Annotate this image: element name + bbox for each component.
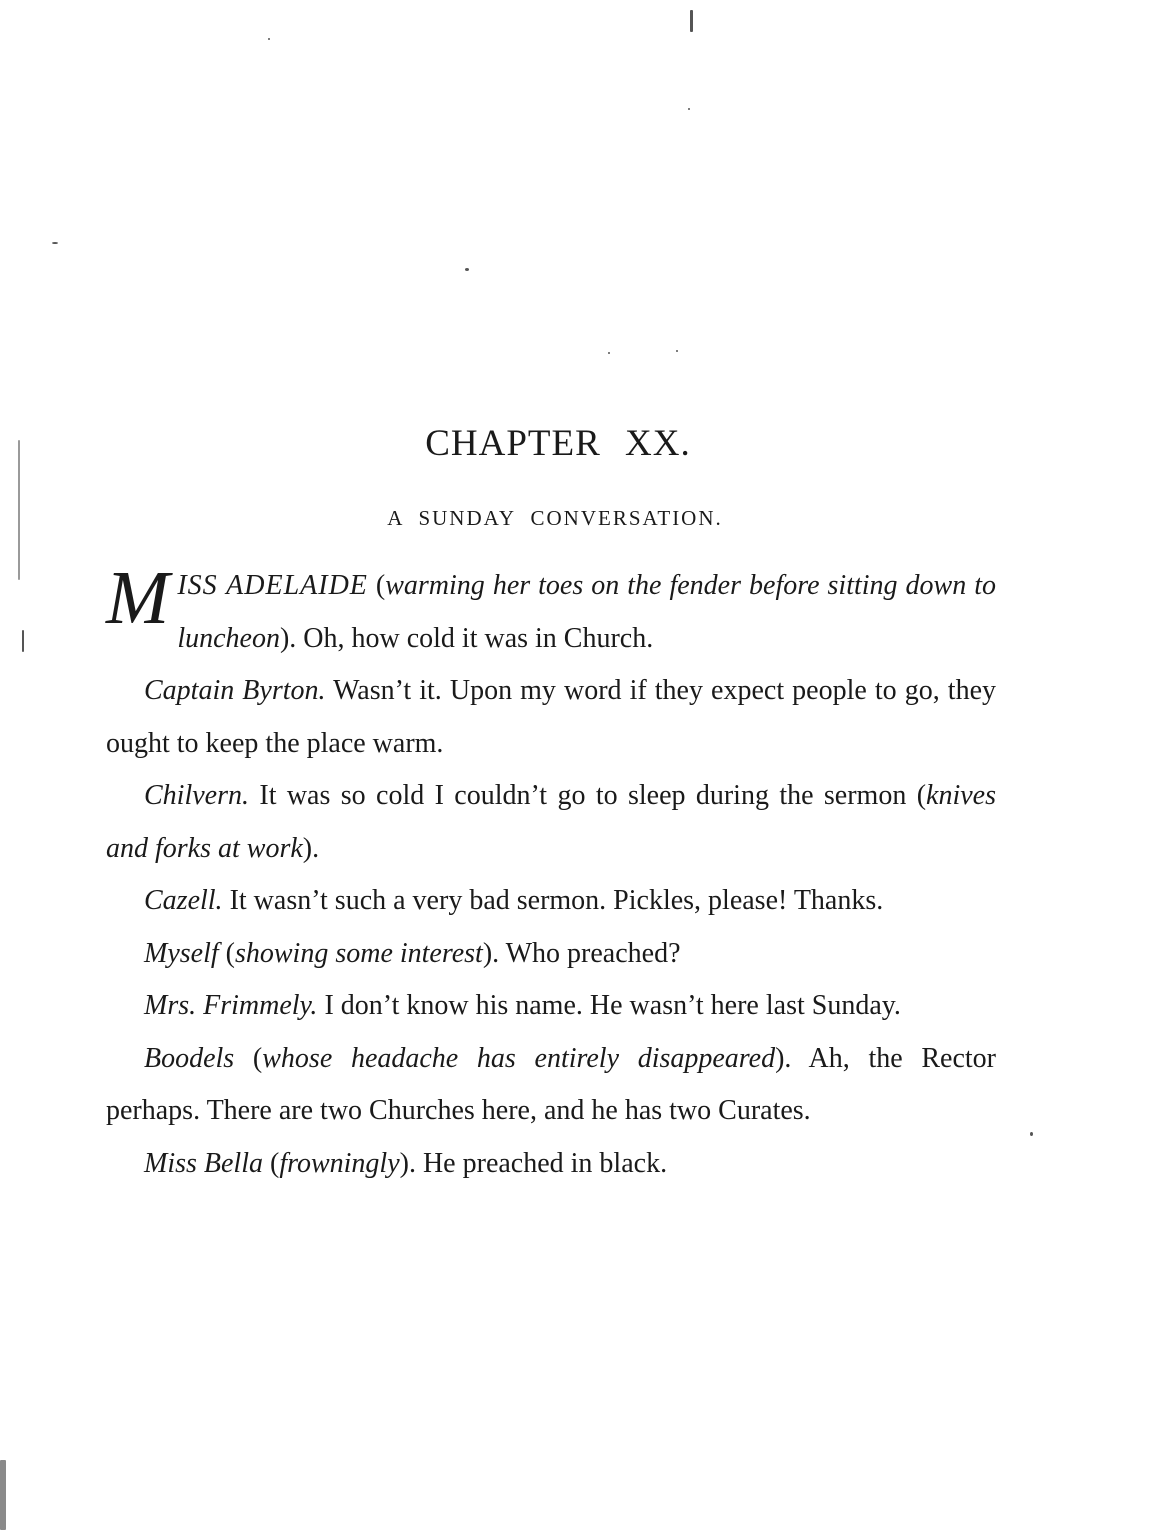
scan-speck — [465, 268, 469, 271]
paren-close: ). — [302, 832, 320, 864]
scan-speck — [608, 352, 610, 354]
speaker-name: Myself — [144, 937, 219, 969]
paren-open: ( — [367, 570, 386, 601]
drop-cap: M — [106, 556, 170, 640]
dialogue-text: I don’t know his name. He wasn’t here last Sunday. — [317, 990, 901, 1021]
speaker-name: Captain Byrton. — [144, 675, 326, 706]
paragraph-adelaide — [106, 556, 996, 665]
stage-direction: whose headache has entirely disappeared — [262, 1042, 776, 1074]
paragraph-bella — [106, 1138, 996, 1191]
scan-speck — [52, 242, 58, 244]
scan-speck — [676, 350, 678, 352]
speaker-name: ISS ADELAIDE — [177, 570, 368, 601]
speaker-name: Mrs. Frimmely. — [144, 990, 318, 1021]
speaker-name: Chilvern. — [144, 780, 249, 811]
stage-direction: knives and forks at work — [106, 780, 996, 864]
body-text — [106, 556, 997, 1190]
speaker-name: Cazell. — [144, 885, 223, 916]
scan-speck — [1030, 1132, 1033, 1136]
dialogue-text: ). Ah, the Rector perhaps. There are two Churches here, and he has two Curates. — [106, 1042, 997, 1126]
chapter-subtitle: A SUNDAY CONVERSATION. — [387, 506, 723, 530]
scan-speck — [268, 38, 270, 40]
scan-speck — [18, 440, 20, 580]
speaker-name: Boodels — [144, 1042, 235, 1074]
paragraph-boodels — [106, 1033, 996, 1138]
stage-direction: showing some interest — [234, 937, 483, 969]
dialogue-text: It wasn’t such a very bad sermon. Pickles, please! Thanks. — [222, 885, 884, 916]
paren-open: ( — [263, 1147, 280, 1179]
dialogue-text: ). Who preached? — [482, 937, 681, 969]
stage-direction: warming her toes on the fender before sitting down to luncheon — [177, 570, 996, 654]
paragraph-chilvern — [106, 770, 996, 875]
chapter-title: CHAPTER XX. — [425, 423, 691, 464]
paragraph-cazell — [106, 875, 996, 928]
scan-speck — [22, 630, 24, 652]
scan-speck — [690, 10, 693, 32]
dialogue-text: ). Oh, how cold it was in Church. — [279, 622, 654, 654]
paren-open: ( — [218, 937, 235, 969]
scan-speck — [0, 1460, 6, 1530]
scan-speck — [688, 108, 690, 110]
dialogue-text: Wasn’t it. Upon my word if they expect people to go, they ought to keep the place warm. — [106, 675, 996, 759]
paragraph-byrton — [106, 665, 996, 770]
dialogue-text: ). He preached in black. — [399, 1147, 668, 1179]
speaker-name: Miss Bella — [144, 1147, 263, 1179]
paragraph-myself — [106, 928, 996, 981]
paren-open: ( — [234, 1042, 263, 1074]
dialogue-text: It was so cold I couldn’t go to sleep during the sermon ( — [249, 780, 927, 811]
paragraph-frimmely — [106, 980, 996, 1033]
stage-direction: frowningly — [279, 1147, 400, 1179]
